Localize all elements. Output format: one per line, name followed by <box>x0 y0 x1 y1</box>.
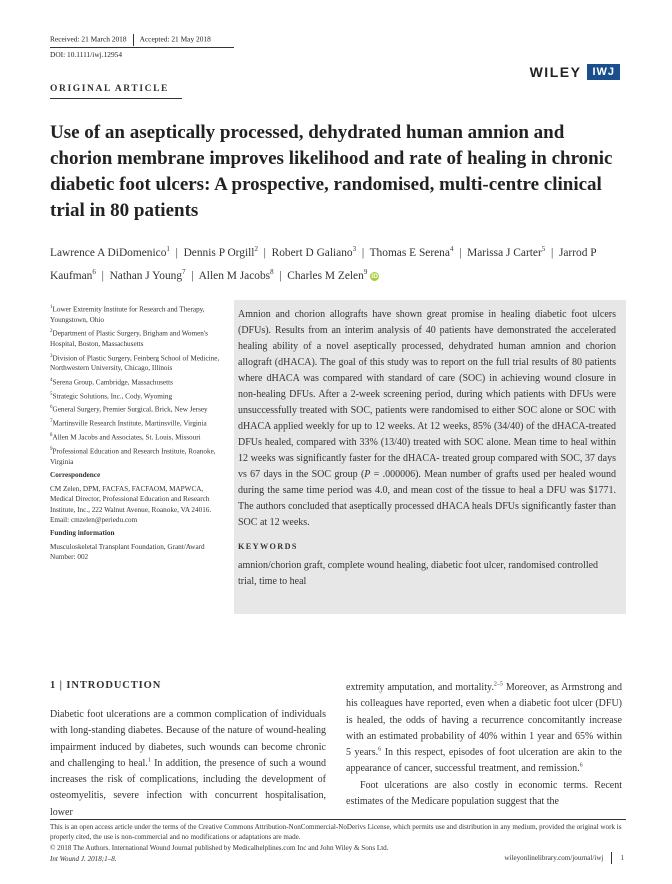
intro-left-text-2: In addition, the presence of such a wound increases the risk of complications, including the development of osteomyelitis, severe infection with concurrent hospitalisation, lower <box>50 757 326 818</box>
affiliation-item <box>50 391 228 402</box>
article-type: ORIGINAL ARTICLE <box>50 84 169 94</box>
header-rule <box>50 47 234 48</box>
affiliation-text: Strategic Solutions, Inc., Cody, Wyoming <box>52 392 173 401</box>
intro-left-text: Diabetic foot ulcerations are a common complication of individuals with long-standing diabetes. Because of the nature of wound-healing impairment induced by diabetes, such wounds can become chronic and challenging to heal. <box>50 709 326 769</box>
affiliation-sup: 6 <box>50 405 53 411</box>
abstract-part-2: = .000006). Mean number of grafts used per healed wound during the same time period was 4.0, and mean cost of the tissue to heal a DFU was $1771. The authors concluded that aseptically processed dHACA heals DFUs significantly faster than SOC at 12 weeks. <box>238 469 616 528</box>
citation-sup[interactable]: 2–5 <box>493 681 503 688</box>
author-separator: | <box>273 269 288 282</box>
article-title: Use of an aseptically processed, dehydrated human amnion and chorion membrane improves likelihood and rate of healing in chronic diabetic foot ulcers: A prospective, randomised, multi-centre clinical trial in 80 patients <box>50 122 613 222</box>
affiliation-text: General Surgery, Premier Surgical, Brick, New Jersey <box>52 405 208 414</box>
author-affiliation-sup: 4 <box>449 245 454 254</box>
author-name[interactable]: Thomas E Serena$^4$ <box>369 245 454 259</box>
affiliation-item <box>50 404 228 415</box>
affiliation-item <box>50 377 228 388</box>
affiliation-item <box>50 446 228 467</box>
author-separator: | <box>169 247 184 259</box>
article-dates <box>50 34 211 46</box>
intro-right-text-2: Moreover, as Armstrong and his colleagues have reported, even when a diabetic foot ulcer (DFU) is healed, the odds of having a recurrence concomitantly increase with an estimated probability of 40% within 1 year and 65% within 5 years. <box>346 682 622 759</box>
intro-right-paragraph-2: Foot ulcerations are also costly in economic terms. Recent estimates of the Medicare population suggest that the <box>346 779 622 808</box>
author-name[interactable]: Jarrod P Kaufman$^6$ <box>50 247 597 282</box>
journal-badge: IWJ <box>587 64 620 80</box>
received-date: Received: 21 March 2018 <box>50 34 127 44</box>
affiliation-sup: 2 <box>50 329 53 335</box>
author-affiliation-sup: 1 <box>166 245 170 254</box>
journal-url[interactable]: wileyonlinelibrary.com/journal/iwj <box>504 854 604 862</box>
citation-sup[interactable]: 1 <box>147 757 151 764</box>
author-name[interactable]: Dennis P Orgill$^2$ <box>183 245 258 259</box>
affiliation-sup: 1 <box>50 305 53 310</box>
citation-sup[interactable]: 6 <box>579 763 583 770</box>
citation-sup[interactable]: 6 <box>378 746 382 753</box>
author-list <box>50 242 640 288</box>
author-name[interactable]: Allen M Jacobs$^8$ <box>198 268 274 282</box>
author-affiliation-sup: 6 <box>92 268 96 277</box>
author-separator: | <box>545 247 559 259</box>
correspondence-email[interactable]: Email: cmzelen@periedu.com <box>50 515 138 524</box>
footer-rule <box>50 819 626 820</box>
affiliation-text: Department of Plastic Surgery, Brigham and Women's Hospital, Boston, Massachusetts <box>50 329 208 349</box>
author-separator: | <box>257 247 272 259</box>
footer-right <box>504 852 624 864</box>
funding-heading: Funding information <box>50 529 115 538</box>
author-name[interactable]: Nathan J Young$^7$ <box>109 268 186 282</box>
affiliation-sup: 9 <box>50 446 53 452</box>
author-affiliation-sup: 2 <box>254 245 258 254</box>
affiliation-sup: 5 <box>50 391 53 397</box>
doi-link[interactable]: DOI: 10.1111/iwj.12954 <box>50 50 123 59</box>
license-footer <box>50 822 626 853</box>
author-separator: | <box>356 247 370 259</box>
affiliation-sup: 8 <box>50 433 53 439</box>
keywords-text: amnion/chorion graft, complete wound healing, diabetic foot ulcer, randomised controlled trial, time to heal <box>238 560 599 587</box>
author-separator: | <box>95 269 110 282</box>
author-name[interactable]: Robert D Galiano$^3$ <box>271 245 357 259</box>
introduction-heading: 1 | INTRODUCTION <box>50 680 162 691</box>
orcid-icon[interactable]: iD <box>371 272 378 280</box>
abstract-text <box>238 307 616 531</box>
affiliation-text: Martinsville Research Institute, Martinsville, Virginia <box>52 419 207 428</box>
affiliation-list <box>50 304 228 467</box>
correspondence-text: CM Zelen, DPM, FACFAS, FACFAOM, MAPWCA, Medical Director, Professional Education and Research Institute, Inc., 222 Walnut Avenue, Roanoke, VA 24016. <box>50 484 212 514</box>
affiliation-sup: 7 <box>50 419 53 425</box>
affiliation-item <box>50 304 228 325</box>
affiliation-item <box>50 432 228 443</box>
license-text: This is an open access article under the terms of the Creative Commons Attribution-NonCommercial-NoDerivs License, which permits use and distribution in any medium, provided the original work is properly cited, the use is non-commercial and no modifications or adaptations are made. <box>50 823 622 842</box>
wiley-logo: WILEY <box>529 64 582 80</box>
author-name[interactable]: Charles M Zelen$^9$ <box>287 268 368 282</box>
intro-right-text-3: In this respect, episodes of foot ulceration are akin to the appearance of cancer, successful treatment, and remission. <box>346 747 622 775</box>
introduction-right-column <box>346 680 622 810</box>
affiliation-item <box>50 418 228 429</box>
affiliation-sup: 3 <box>50 353 53 359</box>
affiliation-text: Division of Plastic Surgery, Feinberg School of Medicine, Northwestern University, Chicago, Illinois <box>50 353 220 373</box>
affiliation-text: Serena Group, Cambridge, Massachusetts <box>52 378 173 387</box>
funding-text: Musculoskeletal Transplant Foundation, Grant/Award Number: 002 <box>50 542 205 562</box>
author-affiliation-sup: 9 <box>363 268 368 277</box>
affiliation-item <box>50 328 228 349</box>
intro-right-paragraph-1 <box>346 680 622 778</box>
affiliation-sup: 4 <box>50 377 53 383</box>
correspondence-heading: Correspondence <box>50 471 101 480</box>
affiliations-sidebar <box>50 304 228 566</box>
introduction-left-column <box>50 707 326 821</box>
author-name[interactable]: Lawrence A DiDomenico$^1$ <box>50 245 170 259</box>
author-affiliation-sup: 7 <box>182 268 186 277</box>
affiliation-item <box>50 353 228 374</box>
date-divider <box>133 34 134 46</box>
citation-line: Int Wound J. 2018;1–8. <box>50 855 117 863</box>
copyright-text: © 2018 The Authors. International Wound Journal published by Medicalhelplines.com Inc and John Wiley & Sons Ltd. <box>50 843 389 852</box>
author-affiliation-sup: 5 <box>541 245 546 254</box>
author-name[interactable]: Marissa J Carter$^5$ <box>467 245 546 259</box>
publisher-logo <box>530 64 620 80</box>
author-affiliation-sup: 3 <box>352 245 357 254</box>
intro-right-text-1: extremity amputation, and mortality. <box>346 682 494 693</box>
page-number: 1 <box>620 854 624 862</box>
accepted-date: Accepted: 21 May 2018 <box>139 34 211 44</box>
abstract-part-1: Amnion and chorion allografts have shown great promise in healing diabetic foot ulcers (DFUs). Results from an interim analysis of 40 patients have demonstrated the accelerated healing ability of a novel aseptically processed, dehydrated human amnion and chorion allograft (dHACA). The goal of this study was to report on the full trial results of 80 patients where dHACA was compared with standard of care (SOC) in achieving wound closure in non-healing DFUs. After a 2-week screening period, during which patients with DFUs were unsuccessfully treated with SOC, patients were randomised to either SOC alone or SOC with dHACA applied weekly for up to 12 weeks. At 12 weeks, 85% (34/40) of the dHACA-treated DFUs healed, compared with 33% (13/40) treated with SOC alone. Mean time to heal within 12 weeks was significantly faster for the dHACA- treated group compared with SOC, 37 days vs 67 days in the SOC group ( <box>238 309 616 480</box>
affiliation-text: Professional Education and Research Institute, Roanoke, Virginia <box>50 447 216 466</box>
affiliation-text: Allen M Jacobs and Associates, St. Louis, Missouri <box>52 433 201 442</box>
author-separator: | <box>185 269 199 282</box>
footer-divider <box>611 852 612 864</box>
affiliation-text: Lower Extremity Institute for Research and Therapy, Youngstown, Ohio <box>50 305 205 324</box>
p-symbol: P <box>364 469 371 480</box>
author-separator: | <box>453 247 468 259</box>
keywords-heading: KEYWORDS <box>238 542 298 551</box>
article-type-rule <box>50 98 182 99</box>
author-affiliation-sup: 8 <box>270 268 274 277</box>
